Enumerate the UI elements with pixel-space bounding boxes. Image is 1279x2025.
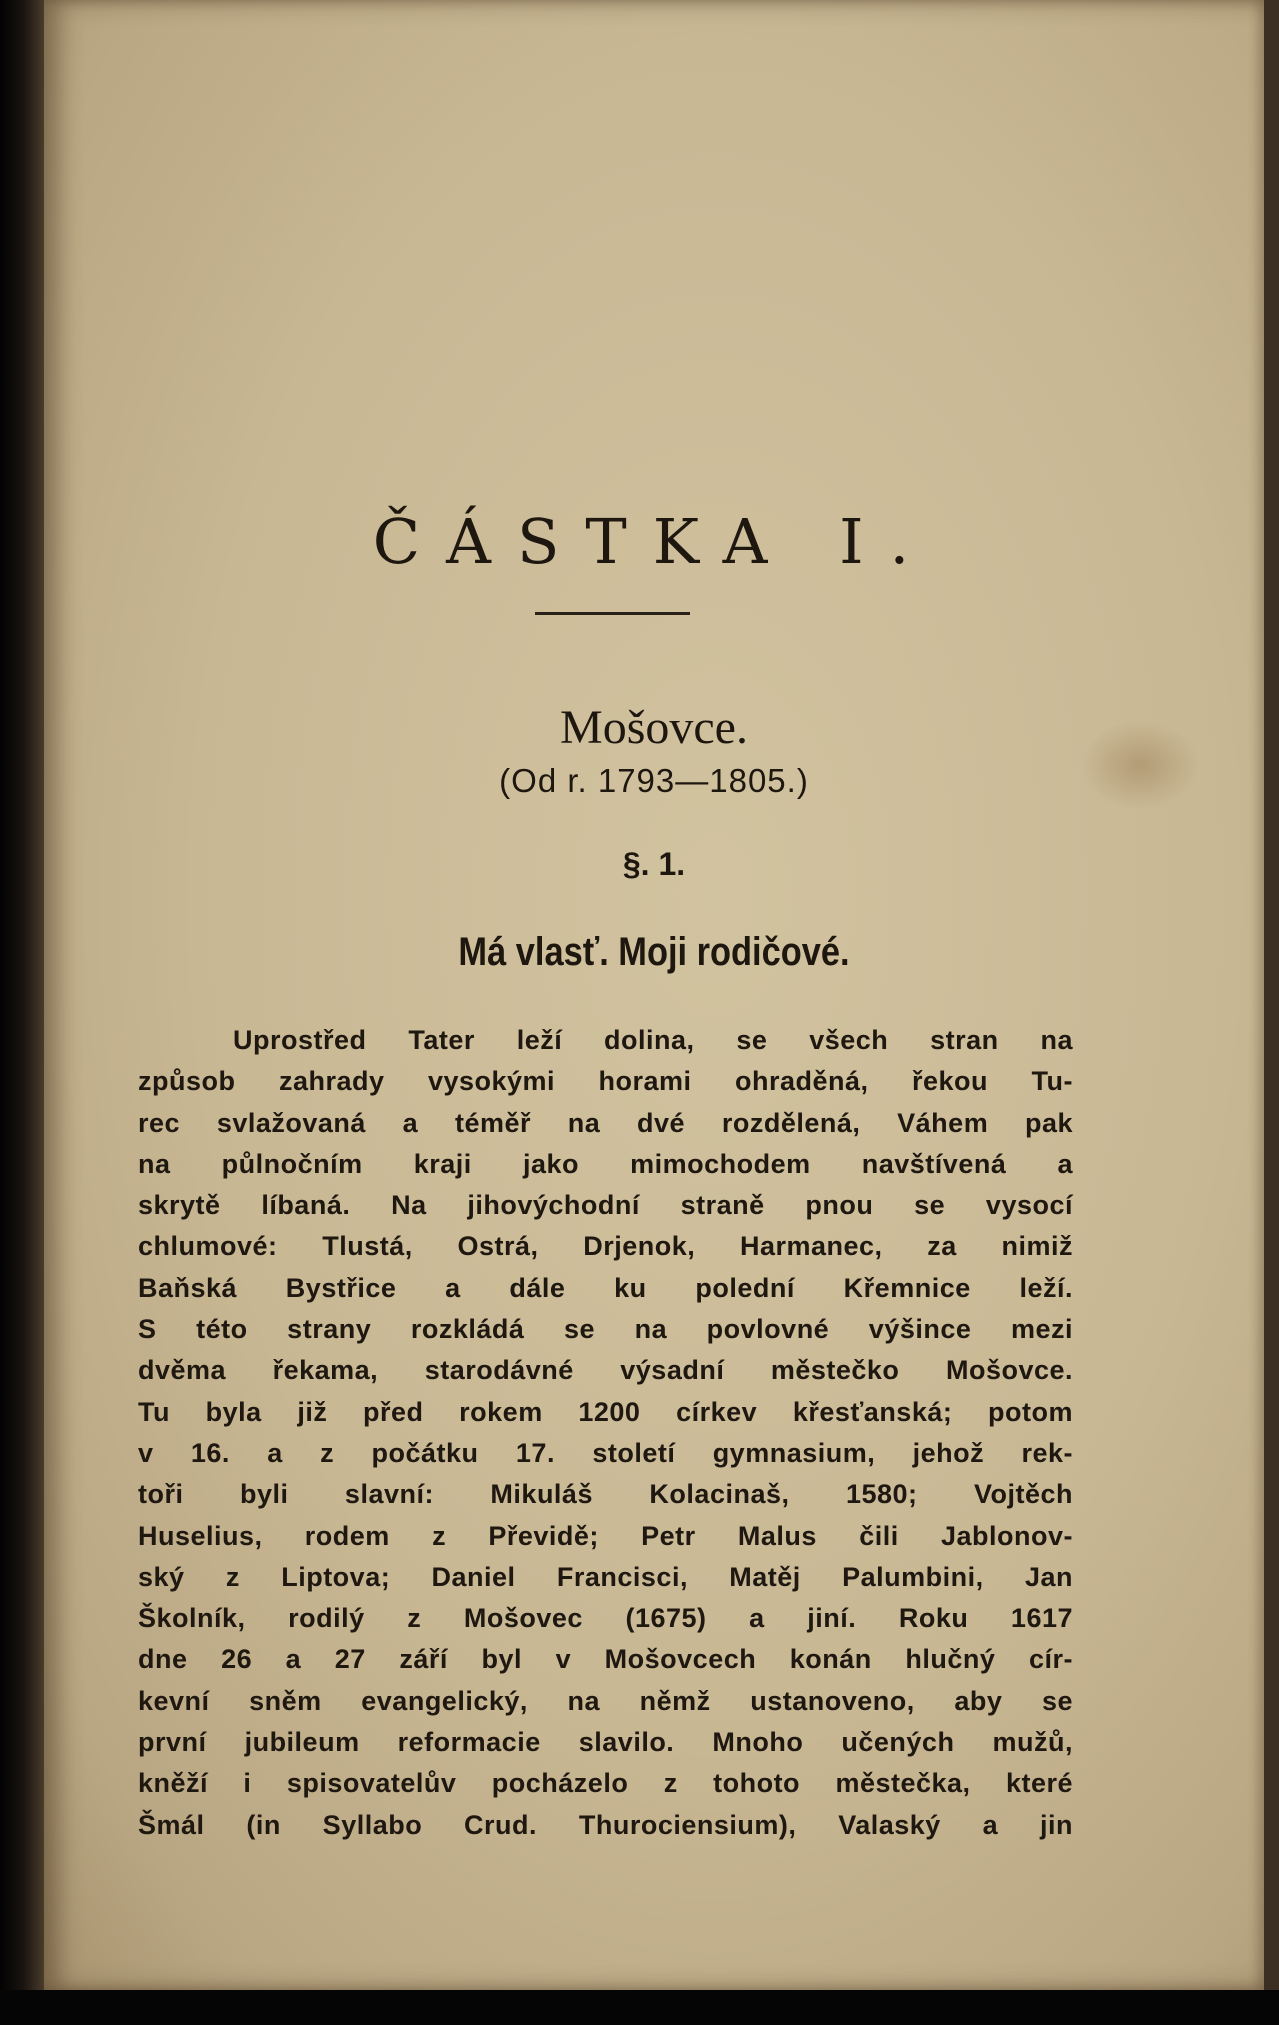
book-spine-shadow xyxy=(0,0,44,2025)
text-line: v 16. a z počátku 17. století gymnasium, jehož rek- xyxy=(138,1437,1073,1468)
text-line: Baňská Bystřice a dále ku polední Křemnice leží. xyxy=(138,1272,1073,1303)
text-line: první jubileum reformacie slavilo. Mnoho učených mužů, xyxy=(138,1727,1073,1758)
text-line: S této strany rozkládá se na povlovné výšince mezi xyxy=(138,1314,1073,1345)
text-line: dne 26 a 27 září byl v Mošovcech konán hlučný cír- xyxy=(138,1644,1073,1675)
text-line: kevní sněm evangelický, na němž ustanoveno, aby se xyxy=(138,1685,1073,1716)
title-divider xyxy=(535,612,690,615)
text-line: toři byli slavní: Mikuláš Kolacinaš, 1580; Vojtěch xyxy=(138,1479,1073,1510)
text-line: Školník, rodilý z Mošovec (1675) a jiní. Roku 1617 xyxy=(138,1603,1073,1634)
text-line: dvěma řekama, starodávné výsadní městečko Mošovce. xyxy=(138,1355,1073,1386)
chapter-place: Mošovce. xyxy=(560,701,748,754)
section-number: §. 1. xyxy=(622,846,686,882)
bottom-margin xyxy=(0,1990,1279,2025)
text-line: Huselius, rodem z Převidě; Petr Malus čili Jablonov- xyxy=(138,1520,1073,1551)
text-line: skrytě líbaná. Na jihovýchodní straně pnou se vysocí xyxy=(138,1190,1073,1221)
text-line: kněží i spisovatelův pocházelo z tohoto městečka, které xyxy=(138,1768,1073,1799)
part-title: ČÁSTKA I. xyxy=(372,505,936,578)
text-line: rec svlažovaná a téměř na dvé rozdělená, Váhem pak xyxy=(138,1107,1073,1138)
chapter-dates: (Od r. 1793—1805.) xyxy=(499,762,809,799)
text-line: ský z Liptova; Daniel Francisci, Matěj Palumbini, Jan xyxy=(138,1561,1073,1592)
body-paragraph xyxy=(138,1020,1073,1846)
text-line: Uprostřed Tater leží dolina, se všech stran na xyxy=(233,1025,1073,1055)
text-line: Tu byla již před rokem 1200 církev křesťanská; potom xyxy=(138,1396,1073,1427)
text-line: chlumové: Tlustá, Ostrá, Drjenok, Harmanec, za nimiž xyxy=(138,1231,1073,1262)
text-line: způsob zahrady vysokými horami ohraděná, řekou Tu- xyxy=(138,1066,1073,1097)
page-edge xyxy=(1264,0,1279,2025)
section-heading: Má vlasť. Moji rodičové. xyxy=(458,930,850,974)
text-line: Šmál (in Syllabo Crud. Thurociensium), Valaský a jin xyxy=(138,1809,1073,1840)
text-line: na půlnočním kraji jako mimochodem navštívená a xyxy=(138,1148,1073,1179)
